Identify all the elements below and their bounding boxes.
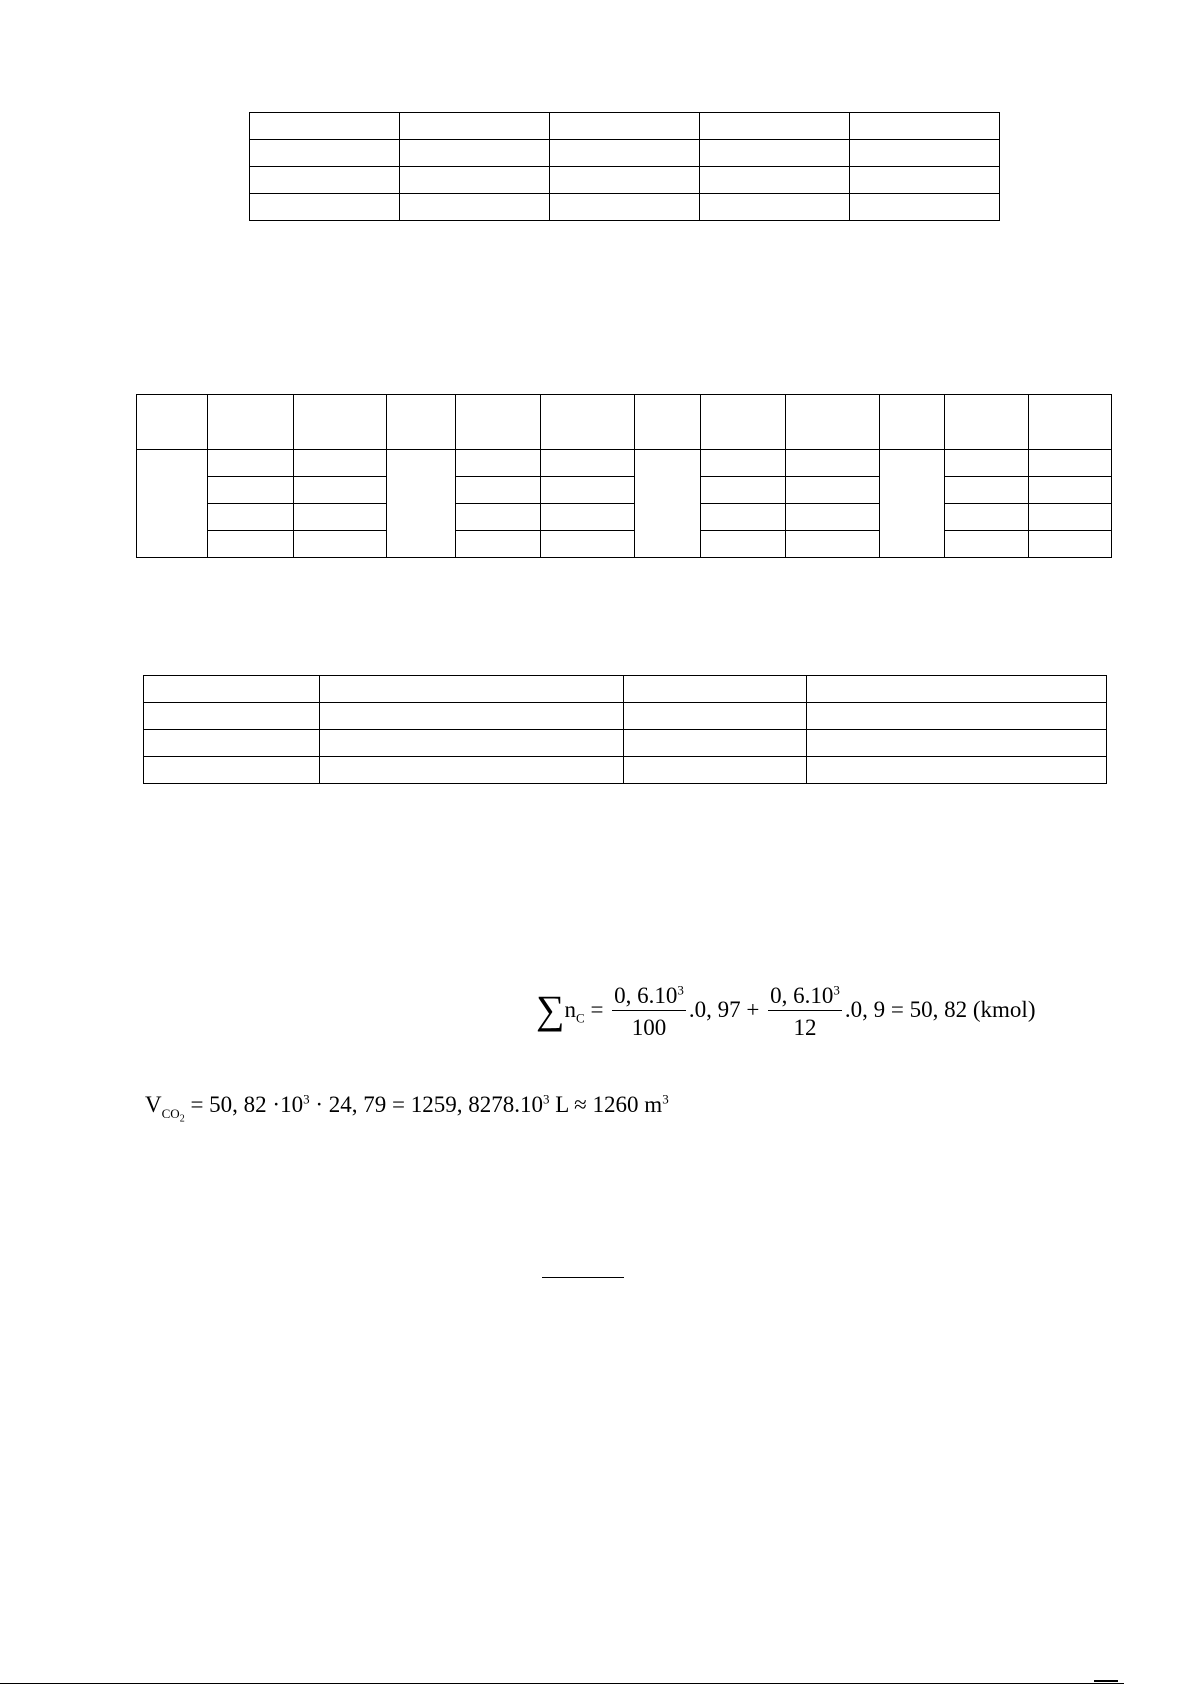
table-header-row	[137, 395, 1112, 450]
eq2-part-3: L ≈ 1260 m	[549, 1092, 663, 1117]
table-row	[250, 167, 1000, 194]
equals-sign: =	[590, 996, 610, 1022]
eq2-part-2: · 24, 79 = 1259, 8278.10	[309, 1092, 543, 1117]
table-row	[250, 140, 1000, 167]
table-row	[137, 477, 1112, 504]
table-bottom	[143, 675, 1107, 784]
eq2-lhs-subscript: CO2	[161, 1105, 185, 1125]
table-row	[137, 504, 1112, 531]
eq-result: .0, 9 = 50, 82 (kmol)	[844, 996, 1036, 1022]
footer-rule	[0, 1683, 1124, 1684]
table-row	[144, 757, 1107, 784]
table-top	[249, 112, 1000, 221]
eq-lhs: n	[564, 996, 577, 1022]
eq-lhs-subscript: C	[576, 1010, 585, 1026]
table-row	[137, 450, 1112, 477]
eq-multiplier-1: .0, 97 +	[688, 996, 760, 1022]
fraction-1-denominator: 100	[631, 1015, 667, 1040]
table-row	[137, 531, 1112, 558]
eq2-part-1: = 50, 82 ·10	[184, 1092, 304, 1117]
fraction-2-numerator: 0, 6.10$^3$	[768, 984, 842, 1011]
table-row	[250, 113, 1000, 140]
summation-icon: ∑	[536, 986, 565, 1032]
table-middle	[136, 394, 1112, 558]
table-row	[144, 676, 1107, 703]
fraction-1-numerator: 0, 6.10$^3$	[612, 984, 686, 1011]
equation-sum-nc	[536, 984, 1035, 1039]
fraction-2	[768, 984, 842, 1039]
table-row	[144, 703, 1107, 730]
section-divider	[542, 1277, 624, 1278]
equation-v-co2: $V_{CO_2} = 50$, $82 \cdot 10^3 \cdot 24$, 79 = 1259, 8278.10$^3$ L ≈ 1260 $m^3$	[145, 1091, 669, 1125]
eq2-lhs: V	[145, 1092, 162, 1117]
table-row	[250, 194, 1000, 221]
table-row	[144, 730, 1107, 757]
fraction-2-denominator: 12	[793, 1015, 817, 1040]
footer-mark	[1094, 1680, 1118, 1686]
fraction-1	[612, 984, 686, 1039]
